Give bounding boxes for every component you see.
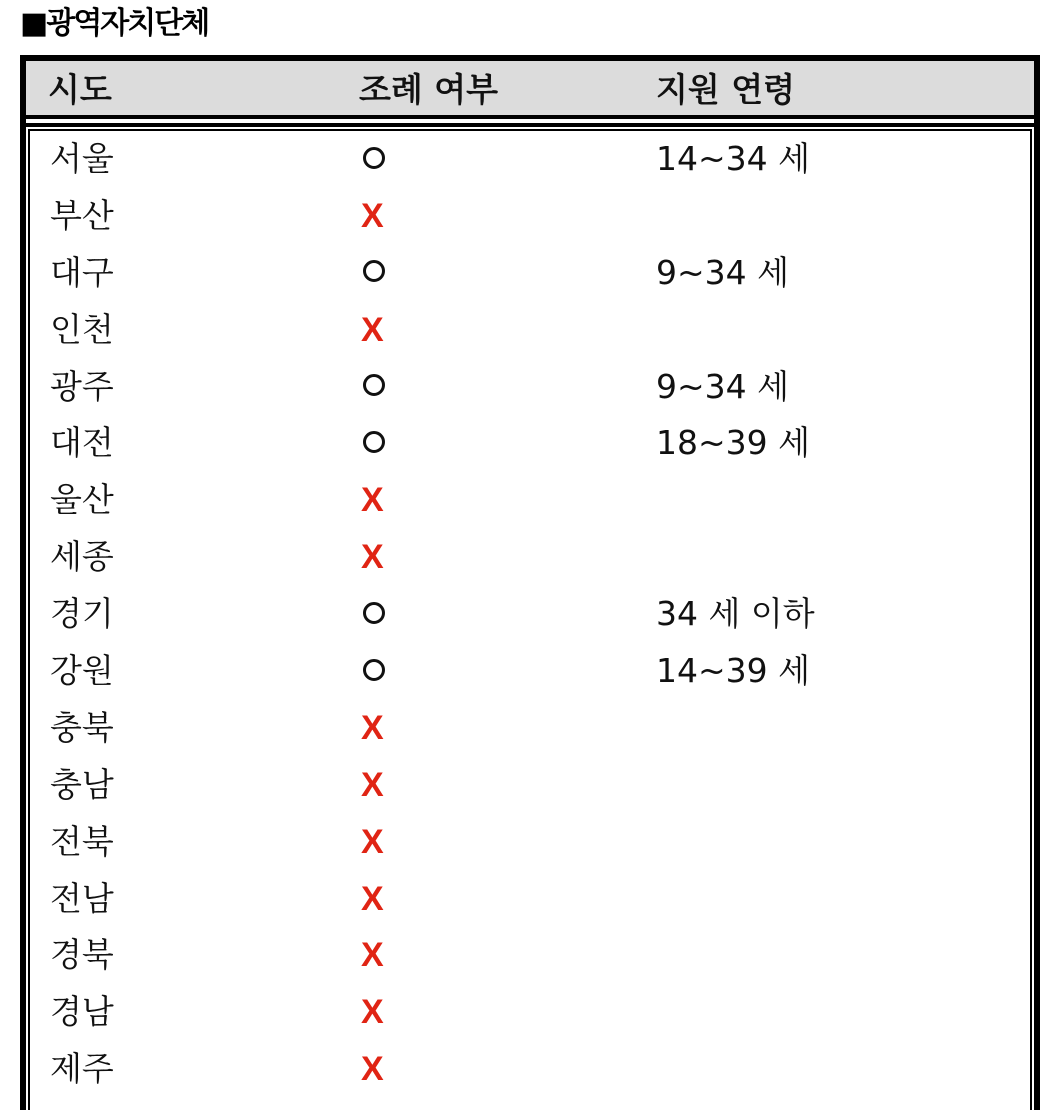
- table-row: [26, 529, 1034, 586]
- circle-mark-icon: [363, 147, 385, 169]
- circle-mark-icon: [363, 374, 385, 396]
- table-body: [26, 131, 1034, 1098]
- cell-ordinance-yes: [361, 643, 385, 700]
- x-mark: X: [361, 936, 384, 975]
- cell-region: 대구: [50, 252, 114, 292]
- x-mark: X: [361, 196, 384, 235]
- cell-age: 14~34 세: [656, 139, 811, 178]
- cell-region: 대전: [50, 423, 114, 463]
- x-mark: X: [361, 879, 384, 918]
- table-row: [26, 700, 1034, 757]
- x-mark: X: [361, 822, 384, 861]
- table-row: [26, 586, 1034, 643]
- table-header-row: [26, 61, 1034, 119]
- header-age: 지원 연령: [656, 70, 796, 109]
- cell-region: 제주: [50, 1049, 114, 1089]
- circle-mark-icon: [363, 260, 385, 282]
- x-mark: X: [361, 481, 384, 520]
- cell-ordinance-yes: [361, 586, 385, 643]
- cell-region: 전남: [50, 878, 114, 918]
- cell-age: 14~39 세: [656, 651, 811, 691]
- cell-ordinance-no: [361, 472, 384, 529]
- cell-region: 부산: [50, 195, 114, 235]
- cell-ordinance-no: [361, 1041, 384, 1098]
- metro-government-table: [20, 55, 1040, 1110]
- x-mark: X: [361, 310, 384, 349]
- table-row: [26, 643, 1034, 700]
- cell-age: 9~34 세: [656, 252, 790, 292]
- cell-age: 18~39 세: [656, 423, 811, 463]
- x-mark: X: [361, 765, 384, 804]
- table-row: [26, 871, 1034, 928]
- cell-region: 전북: [50, 821, 114, 861]
- header-ordinance: 조례 여부: [359, 70, 499, 109]
- table-row: [26, 359, 1034, 416]
- table-row: [26, 814, 1034, 871]
- cell-ordinance-yes: [361, 131, 385, 188]
- circle-mark-icon: [363, 659, 385, 681]
- cell-ordinance-no: [361, 188, 384, 245]
- cell-ordinance-no: [361, 927, 384, 984]
- table-row: [26, 302, 1034, 359]
- cell-region: 강원: [50, 651, 114, 691]
- cell-ordinance-no: [361, 814, 384, 871]
- section-title: ■광역자치단체: [20, 6, 209, 41]
- cell-region: 경기: [50, 594, 114, 634]
- table-row: [26, 131, 1034, 188]
- x-mark: X: [361, 538, 384, 577]
- x-mark: X: [361, 708, 384, 747]
- table-row: [26, 757, 1034, 814]
- cell-age: 34 세 이하: [656, 594, 815, 634]
- circle-mark-icon: [363, 602, 385, 624]
- cell-ordinance-no: [361, 700, 384, 757]
- cell-ordinance-yes: [361, 415, 385, 472]
- cell-ordinance-no: [361, 529, 384, 586]
- x-mark: X: [361, 1050, 384, 1089]
- table-row: [26, 415, 1034, 472]
- cell-region: 서울: [50, 139, 114, 178]
- table-row: [26, 927, 1034, 984]
- table-row: [26, 188, 1034, 245]
- cell-ordinance-no: [361, 757, 384, 814]
- cell-age: 9~34 세: [656, 366, 790, 406]
- x-mark: X: [361, 993, 384, 1032]
- cell-ordinance-no: [361, 871, 384, 928]
- cell-ordinance-no: [361, 984, 384, 1041]
- table-row: [26, 984, 1034, 1041]
- header-region: 시도: [48, 70, 112, 109]
- cell-region: 충남: [50, 764, 114, 804]
- table-row: [26, 472, 1034, 529]
- cell-region: 경북: [50, 935, 114, 975]
- cell-ordinance-yes: [361, 245, 385, 302]
- table-row: [26, 1041, 1034, 1098]
- cell-region: 세종: [50, 537, 114, 577]
- cell-region: 광주: [50, 366, 114, 406]
- circle-mark-icon: [363, 431, 385, 453]
- cell-region: 인천: [50, 309, 114, 349]
- cell-region: 충북: [50, 707, 114, 747]
- table-row: [26, 245, 1034, 302]
- cell-region: 경남: [50, 992, 114, 1032]
- cell-ordinance-yes: [361, 359, 385, 416]
- cell-ordinance-no: [361, 302, 384, 359]
- cell-region: 울산: [50, 480, 114, 520]
